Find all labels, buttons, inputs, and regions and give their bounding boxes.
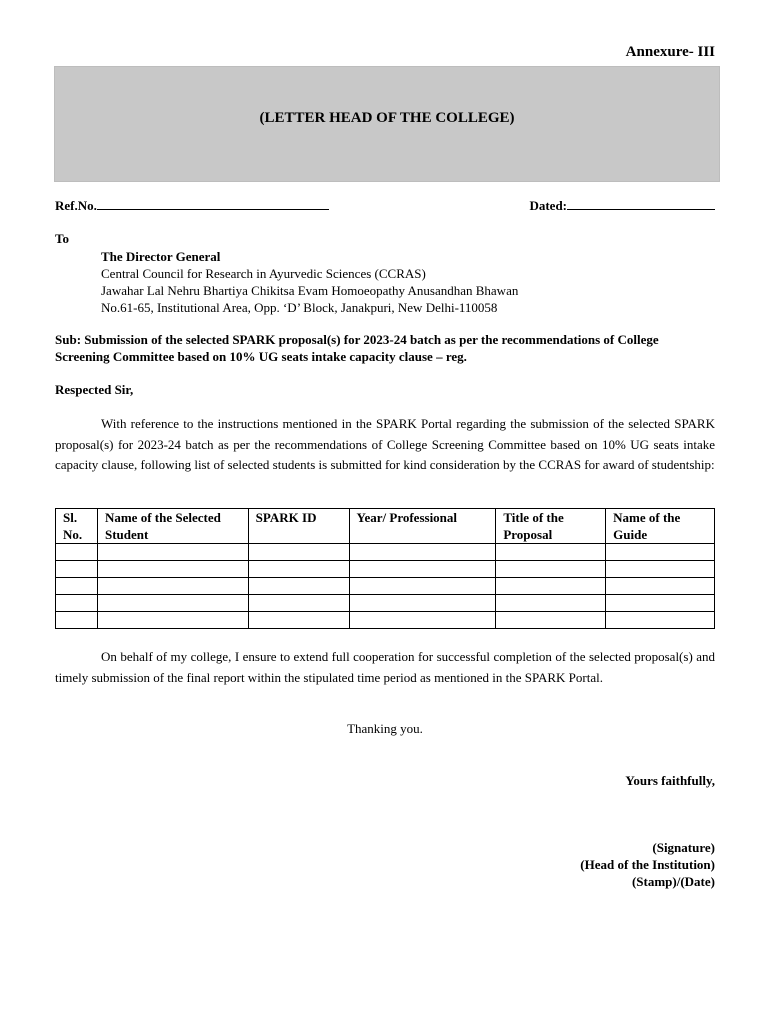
table-cell: [496, 595, 606, 612]
table-cell: [349, 595, 496, 612]
table-row: [56, 612, 715, 629]
col-header-year: Year/ Professional: [349, 509, 496, 544]
ref-blank-line: [97, 199, 329, 210]
table-cell: [97, 595, 248, 612]
table-cell: [606, 561, 715, 578]
table-row: [56, 561, 715, 578]
table-cell: [496, 578, 606, 595]
table-row: [56, 578, 715, 595]
table-cell: [56, 595, 98, 612]
to-label: To: [55, 231, 69, 246]
recipient-address: [101, 248, 518, 316]
students-table: [55, 508, 715, 629]
ref-label: Ref.No.: [55, 198, 97, 213]
table-cell: [248, 561, 349, 578]
table-cell: [56, 578, 98, 595]
signature-block: [580, 839, 715, 890]
dated-label: Dated:: [529, 198, 567, 213]
stamp-date-line: (Stamp)/(Date): [631, 874, 715, 889]
table-header-row: [56, 509, 715, 544]
closing-line: Yours faithfully,: [625, 773, 715, 788]
col-header-spark-id: SPARK ID: [248, 509, 349, 544]
table-cell: [606, 544, 715, 561]
annexure-label: Annexure- III: [625, 44, 715, 60]
head-of-institution-line: (Head of the Institution): [580, 857, 715, 872]
table-cell: [349, 544, 496, 561]
table-row: [56, 544, 715, 561]
address-line-1: The Director General: [101, 249, 221, 264]
reference-number: [55, 198, 329, 214]
col-header-guide-name: Name of the Guide: [606, 509, 715, 544]
table-cell: [496, 612, 606, 629]
signature-line: (Signature): [652, 840, 715, 855]
address-line-4: No.61-65, Institutional Area, Opp. ‘D’ Block, Janakpuri, New Delhi-110058: [101, 300, 498, 315]
letterhead-placeholder: [54, 66, 720, 182]
thanking-line: Thanking you.: [347, 721, 423, 736]
table-cell: [248, 595, 349, 612]
address-line-3: Jawahar Lal Nehru Bhartiya Chikitsa Evam Homoeopathy Anusandhan Bhawan: [101, 283, 519, 298]
table-cell: [248, 612, 349, 629]
letterhead-text: (LETTER HEAD OF THE COLLEGE): [259, 110, 515, 126]
date-field: [529, 198, 715, 214]
table-cell: [606, 595, 715, 612]
table-cell: [349, 561, 496, 578]
table-cell: [248, 578, 349, 595]
salutation: Respected Sir,: [55, 382, 134, 397]
table-cell: [248, 544, 349, 561]
table-cell: [606, 612, 715, 629]
col-header-student-name: Name of the Selected Student: [97, 509, 248, 544]
table-cell: [97, 561, 248, 578]
address-line-2: Central Council for Research in Ayurvedic Sciences (CCRAS): [101, 266, 426, 281]
cooperation-paragraph: On behalf of my college, I ensure to extend full cooperation for successful completion of the selected proposal(s) and timely submission of the final report within the stipulated time period as mentioned in the SPARK Portal.: [55, 649, 715, 685]
table-cell: [496, 561, 606, 578]
table-row: [56, 595, 715, 612]
intro-paragraph: With reference to the instructions mentioned in the SPARK Portal regarding the submission of the selected SPARK proposal(s) for 2023-24 batch as per the recommendations of College Screening Committee based on 10% UG seats intake capacity clause, following list of selected students is submitted for kind consideration by the CCRAS for award of studentship:: [55, 416, 715, 472]
table-cell: [606, 578, 715, 595]
col-header-sl-no: Sl. No.: [56, 509, 98, 544]
table-cell: [56, 612, 98, 629]
table-cell: [97, 578, 248, 595]
table-cell: [496, 544, 606, 561]
col-header-proposal-title: Title of the Proposal: [496, 509, 606, 544]
table-cell: [56, 561, 98, 578]
table-cell: [56, 544, 98, 561]
date-blank-line: [567, 199, 715, 210]
subject-line: Sub: Submission of the selected SPARK proposal(s) for 2023-24 batch as per the recommendations of College Screening Committee based on 10% UG seats intake capacity clause – reg.: [55, 332, 659, 364]
table-cell: [349, 578, 496, 595]
table-cell: [349, 612, 496, 629]
table-cell: [97, 544, 248, 561]
table-cell: [97, 612, 248, 629]
